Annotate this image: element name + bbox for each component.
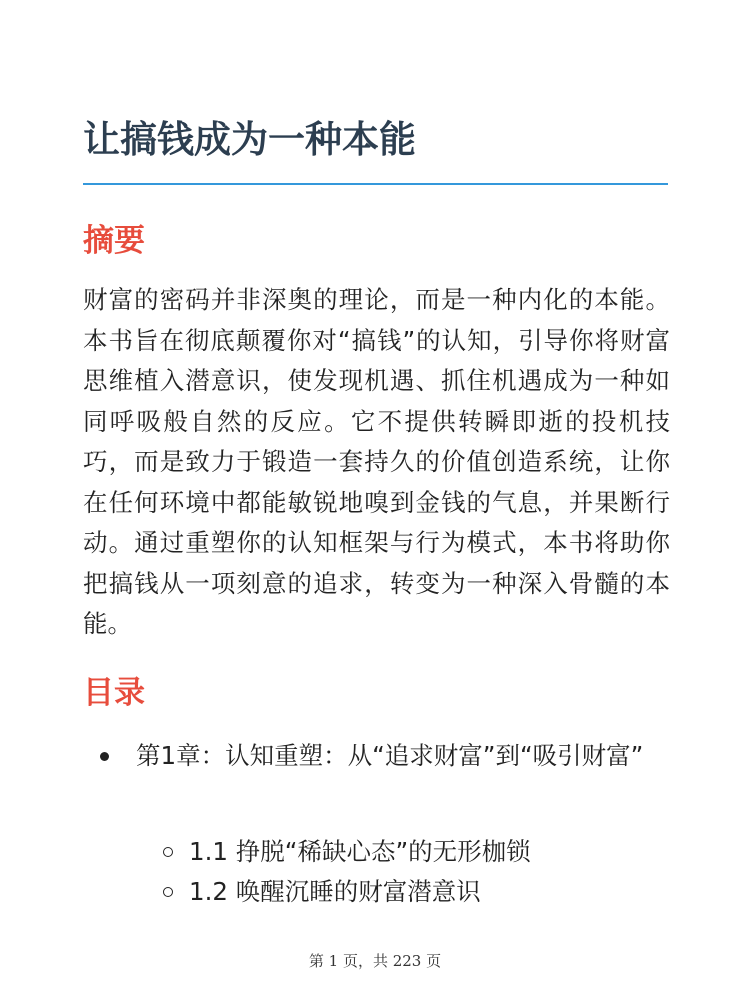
- bullet-circle-icon: [163, 847, 173, 857]
- bullet-disc-icon: [100, 752, 109, 761]
- title-divider: [83, 183, 668, 185]
- toc-section-label: 1.2 唤醒沉睡的财富潜意识: [189, 877, 481, 906]
- toc-section-item[interactable]: [163, 873, 663, 911]
- toc-section-label: 1.1 挣脱“稀缺心态”的无形枷锁: [189, 837, 531, 866]
- toc-heading: 目录: [83, 675, 145, 711]
- toc-chapter-label: 第1章：认知重塑：从“追求财富”到“吸引财富”: [136, 741, 644, 770]
- abstract-body: 财富的密码并非深奥的理论，而是一种内化的本能。本书旨在彻底颠覆你对“搞钱”的认知，引导你将财富思维植入潜意识，使发现机遇、抓住机遇成为一种如同呼吸般自然的反应。它不提供转瞬即逝的投机技巧，而是致力于锻造一套持久的价值创造系统，让你在任何环境中都能敏锐地嗅到金钱的气息，并果断行动。通过重塑你的认知框架与行为模式，本书将助你把搞钱从一项刻意的追求，转变为一种深入骨髓的本能。: [83, 285, 670, 638]
- abstract-heading: 摘要: [83, 223, 145, 259]
- document-title: 让搞钱成为一种本能: [83, 118, 416, 161]
- toc-section-item[interactable]: [163, 833, 663, 871]
- toc-chapter-item[interactable]: [108, 737, 668, 775]
- bullet-circle-icon: [163, 887, 173, 897]
- page-number-footer: 第 1 页，共 223 页: [308, 952, 442, 970]
